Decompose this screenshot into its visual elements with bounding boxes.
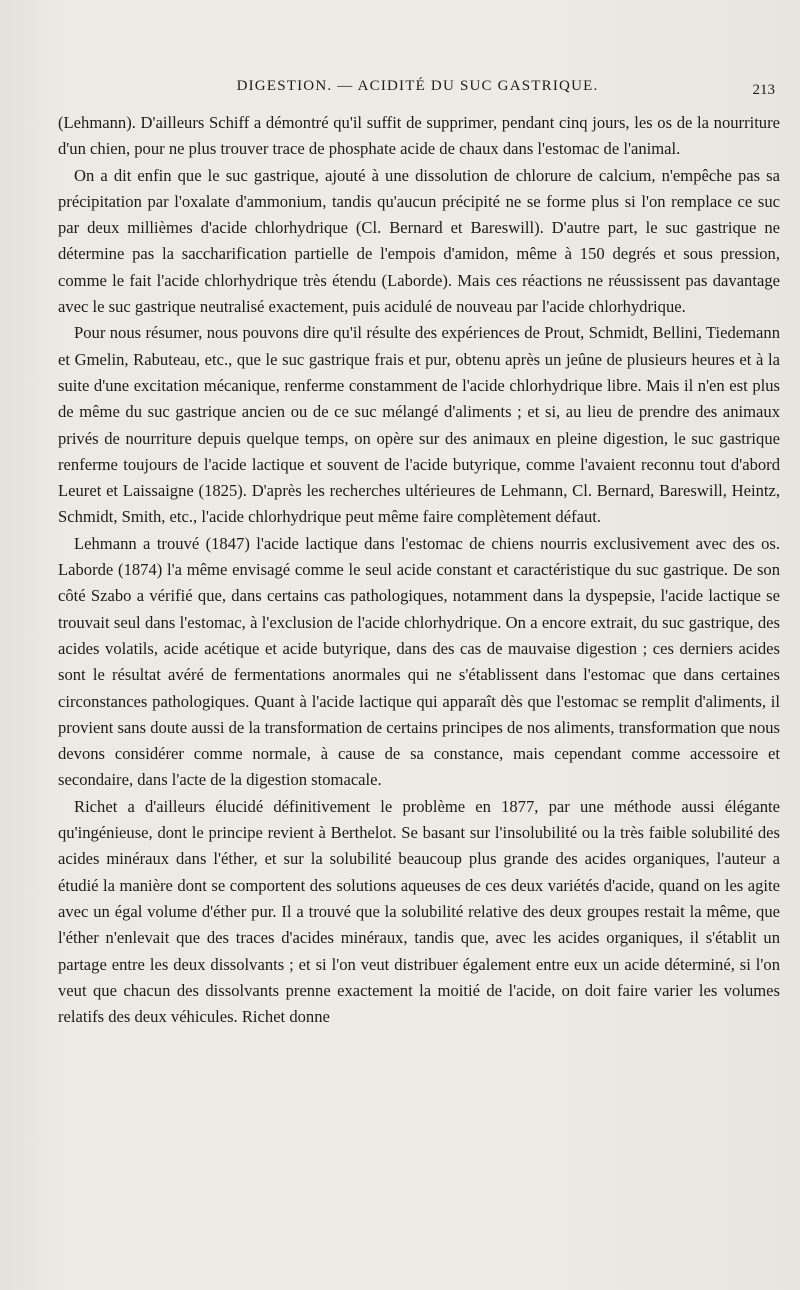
paragraph: Lehmann a trouvé (1847) l'acide lactique dans l'estomac de chiens nourris exclusivement avec des os. Laborde (1874) l'a même envisagé comme le seul acide constant et caractéristique du suc gastrique. De son côté Szabo a vérifié que, dans certains cas pathologiques, notamment dans la dyspepsie, l'acide lactique se trouvait seul dans l'estomac, à l'exclusion de l'acide chlorhydrique. On a encore extrait, du suc gastrique, des acides volatils, acide acétique et acide butyrique, dans des cas de mauvaise digestion ; ces derniers acides sont le résultat avéré de fermentations anormales qui ne s'établissent dans l'estomac que dans certaines circonstances pathologiques. Quant à l'acide lactique qui apparaît dès que l'estomac se remplit d'aliments, il provient sans doute aussi de la transformation de certains principes de nos aliments, transformation que nous devons considérer comme normale, à cause de sa constance, mais cependant comme accessoire et secondaire, dans l'acte de la digestion stomacale.: [58, 533, 780, 790]
paragraph: Pour nous résumer, nous pouvons dire qu'il résulte des expériences de Prout, Schmidt, Bellini, Tiedemann et Gmelin, Rabuteau, etc., que le suc gastrique frais et pur, obtenu après un jeûne de plusieurs heures et à la suite d'une excitation mécanique, renferme constamment de l'acide chlorhydrique libre. Mais il n'en est plus de même du suc gastrique ancien ou de ce suc mélangé d'aliments ; et si, au lieu de prendre des animaux privés de nourriture depuis quelque temps, on opère sur des animaux en pleine digestion, le suc gastrique renferme toujours de l'acide lactique et souvent de l'acide butyrique, comme l'avaient reconnu tout d'abord Leuret et Laissaigne (1825). D'après les recherches ultérieures de Lehmann, Cl. Bernard, Bareswill, Heintz, Schmidt, Smith, etc., l'acide chlorhydrique peut même faire complètement défaut.: [58, 323, 780, 527]
page-number: 213: [752, 82, 775, 98]
paragraph: On a dit enfin que le suc gastrique, ajouté à une dissolution de chlorure de calcium, n'empêche pas sa précipitation par l'oxalate d'ammonium, tandis qu'aucun précipité ne se forme plus si l'on remplace ce suc par deux millièmes d'acide chlorhydrique (Cl. Bernard et Bareswill). D'autre part, le suc gastrique ne détermine pas la saccharification partielle de l'empois d'amidon, même à 150 degrés et sous pression, comme le fait l'acide chlorhydrique très étendu (Laborde). Mais ces réactions ne réussissent pas davantage avec le suc gastrique neutralisé exactement, puis acidulé de nouveau par l'acide chlorhydrique.: [58, 165, 780, 317]
page-header: [60, 78, 775, 106]
paragraph: Richet a d'ailleurs élucidé définitivement le problème en 1877, par une méthode aussi élégante qu'ingénieuse, dont le principe revient à Berthelot. Se basant sur l'insolubilité ou la très faible solubilité des acides minéraux dans l'éther, et sur la solubilité beaucoup plus grande des acides organiques, l'auteur a étudié la manière dont se comportent des solutions aqueuses de ces deux variétés d'acide, quand on les agite avec un égal volume d'éther pur. Il a trouvé que la solubilité relative des deux groupes restait la même, que l'éther n'enlevait que des traces d'acides minéraux, tandis que, avec les acides organiques, il s'établit un partage entre les deux dissolvants ; et si l'on veut distribuer également entre eux un acide déterminé, si l'on veut que chacun des dissolvants prenne exactement la moitié de l'acide, on doit faire varier les volumes relatifs des deux véhicules. Richet donne: [58, 796, 780, 1027]
body-text: [58, 110, 780, 1030]
paragraph: (Lehmann). D'ailleurs Schiff a démontré qu'il suffit de supprimer, pendant cinq jours, les os de la nourriture d'un chien, pour ne plus trouver trace de phosphate acide de chaux dans l'estomac de l'animal.: [58, 113, 780, 159]
running-title: DIGESTION. — ACIDITÉ DU SUC GASTRIQUE.: [236, 78, 599, 94]
